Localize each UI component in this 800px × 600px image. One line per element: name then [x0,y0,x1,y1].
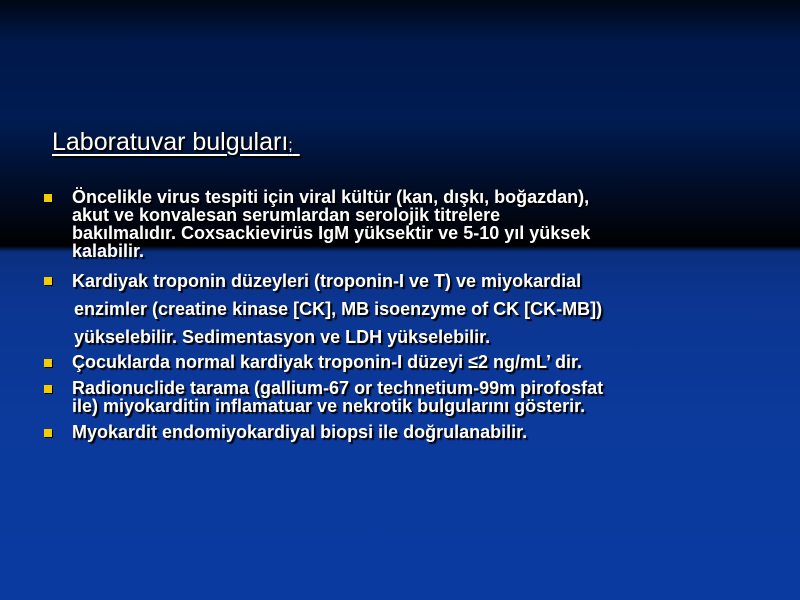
bullet-text-line: Öncelikle virus tespiti için viral kültür (kan, dışkı, boğazdan), [72,187,590,207]
bullet-text-line: enzimler (creatine kinase [CK], MB isoenzyme of CK [CK-MB]) [74,299,603,319]
slide-title-text: Laboratuvar bulguları [52,128,289,156]
bullet-item [42,353,742,371]
slide-title [52,128,300,157]
bullet-item [42,379,742,415]
bullet-item [42,423,742,441]
square-bullet-icon [44,429,52,437]
bullet-item [42,267,742,351]
bullet-list [42,188,742,441]
square-bullet-icon [44,277,52,285]
bullet-text-line: Kardiyak troponin düzeyleri (troponin-I ve T) ve miyokardial [72,271,582,291]
square-bullet-icon [44,385,52,393]
bullet-text-line: bakılmalıdır. Coxsackievirüs IgM yüksektir ve 5-10 yıl yüksek [72,223,591,243]
bullet-text-line: kalabilir. [72,241,145,261]
bullet-item [42,188,742,260]
bullet-text-line: Myokardit endomiyokardiyal biopsi ile doğrulanabilir. [72,422,528,442]
slide-title-trailing-space [293,128,300,156]
bullet-text-line: yükselebilir. Sedimentasyon ve LDH yükselebilir. [74,327,491,347]
slide-title-suffix: ; [288,137,293,154]
square-bullet-icon [44,194,52,202]
bullet-text-line: Çocuklarda normal kardiyak troponin-I düzeyi ≤2 ng/mL’ dir. [72,352,582,372]
bullet-text-line: ile) miyokarditin inflamatuar ve nekrotik bulgularını gösterir. [72,396,586,416]
bullet-text-line: Radionuclide tarama (gallium-67 or technetium-99m pirofosfat [72,378,604,398]
bullet-text-line: akut ve konvalesan serumlardan serolojik titrelere [72,205,501,225]
square-bullet-icon [44,359,52,367]
